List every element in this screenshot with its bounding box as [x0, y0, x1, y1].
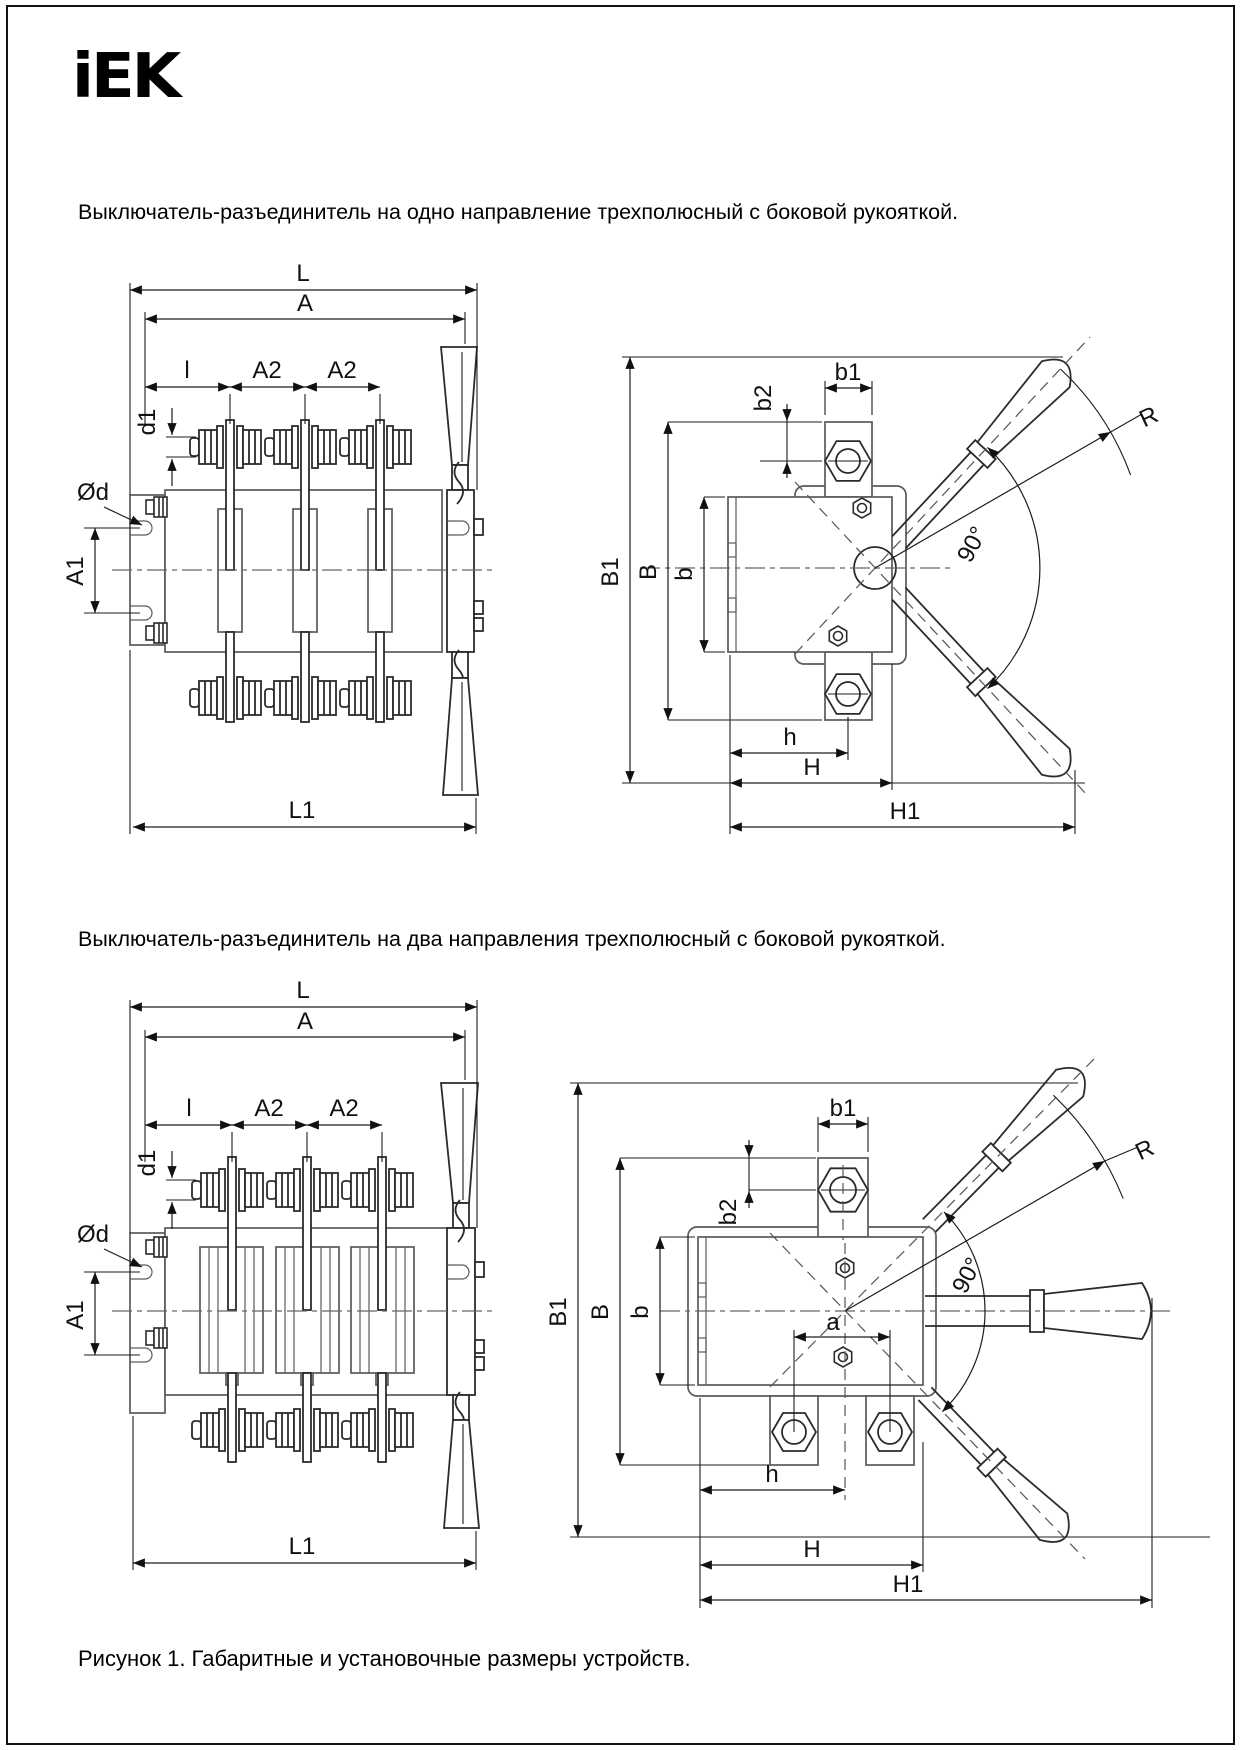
dim-label-b: b: [627, 1305, 654, 1319]
dim-label-R: R: [1131, 1134, 1159, 1167]
fig1-side-body: [728, 497, 892, 652]
section2-title: Выключатель-разъединитель на два направления трехполюсный с боковой рукояткой.: [78, 927, 946, 951]
dim-label-90deg: 90°: [951, 522, 993, 567]
dim-label-A2: A2: [252, 357, 282, 384]
dim-label-A2: A2: [329, 1095, 359, 1122]
sweep-arc-90deg: [988, 447, 1040, 688]
dim-label-L: L: [296, 260, 310, 287]
dim-label-b: b: [671, 567, 698, 581]
fig1-front-view: [62, 260, 497, 834]
dim-label-H1: H1: [889, 798, 921, 825]
dim-label-h: h: [783, 724, 797, 751]
dim-label-Od: Ød: [76, 1221, 110, 1248]
dim-label-A1: A1: [62, 1300, 89, 1330]
dim-label-B: B: [587, 1303, 614, 1321]
dim-label-A: A: [296, 1008, 314, 1035]
dim-label-Od: Ød: [76, 479, 110, 506]
dim-label-R: R: [1135, 401, 1163, 434]
bracket-screw: [146, 623, 167, 643]
dim-label-B1: B1: [545, 1297, 572, 1327]
dim-label-h: h: [765, 1461, 779, 1488]
fig2-side-view: [545, 1055, 1210, 1608]
dim-label-H: H: [803, 754, 821, 781]
dim-label-l: l: [186, 1095, 192, 1122]
dim-label-B1: B1: [597, 557, 624, 587]
dim-label-b1: b1: [829, 1095, 857, 1122]
dim-label-a: a: [826, 1309, 840, 1336]
dim-label-d1: d1: [134, 1149, 161, 1177]
dim-label-b2: b2: [715, 1198, 742, 1226]
dim-label-H1: H1: [892, 1571, 924, 1598]
fig1-side-view: [597, 337, 1162, 834]
dim-label-B: B: [635, 563, 662, 581]
section1-title: Выключатель-разъединитель на одно направление трехполюсный с боковой рукояткой.: [78, 200, 959, 224]
dim-label-A: A: [296, 290, 314, 317]
fig2-front-view: [62, 977, 497, 1570]
dim-label-b2: b2: [750, 384, 777, 412]
dim-label-b1: b1: [834, 359, 862, 386]
dim-label-d1: d1: [134, 408, 161, 436]
fig2-mounting-bracket: [130, 1233, 165, 1413]
bracket-screw: [146, 1328, 167, 1348]
dim-label-A1: A1: [62, 556, 89, 586]
bracket-screw: [146, 497, 167, 517]
dim-label-l: l: [184, 357, 190, 384]
dim-label-A2: A2: [327, 357, 357, 384]
bracket-screw: [146, 1237, 167, 1257]
dim-label-90deg: 90°: [946, 1253, 988, 1298]
dim-label-L1: L1: [288, 1533, 316, 1560]
dim-label-A2: A2: [254, 1095, 284, 1122]
iek-logo: iEK: [72, 41, 179, 113]
dim-label-L: L: [296, 977, 310, 1004]
figure-caption: Рисунок 1. Габаритные и установочные размеры устройств.: [78, 1646, 691, 1671]
dim-label-L1: L1: [288, 797, 316, 824]
dim-label-H: H: [803, 1536, 821, 1563]
